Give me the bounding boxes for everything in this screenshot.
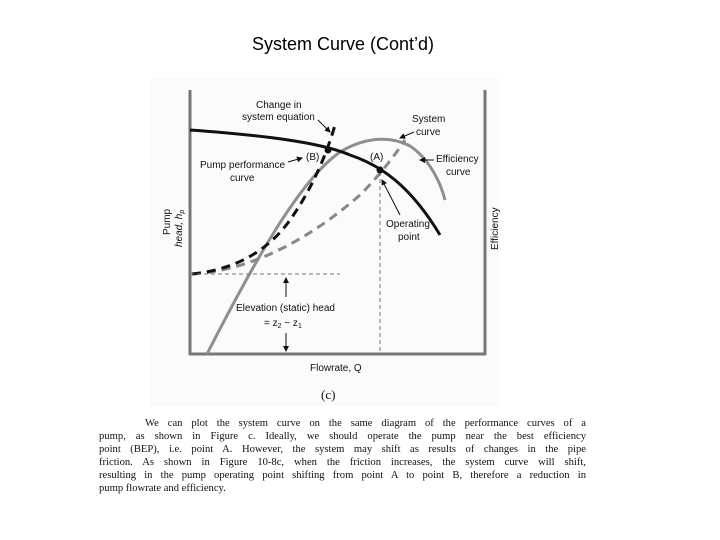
body-line-4: friction. As shown in Figure 10-8c, when the friction increases, the system curve will shift, bbox=[99, 456, 586, 468]
efficiency-axis-label bbox=[490, 207, 501, 250]
body-line-2: pump, as shown in Figure c. Ideally, we should operate the pump near the best efficiency bbox=[99, 430, 586, 442]
change-label-line1: Change in bbox=[256, 100, 302, 111]
pump-label-line1: Pump performance bbox=[200, 160, 286, 171]
body-line-6: pump flowrate and efficiency. bbox=[99, 482, 226, 494]
slide-title: System Curve (Cont’d) bbox=[251, 34, 435, 54]
change-label-line2: system equation bbox=[242, 112, 315, 123]
y-axis-label-line2: head, $h_p$ bbox=[174, 209, 186, 247]
point-a-label: (A) bbox=[370, 152, 384, 163]
pump-label-line2: curve bbox=[230, 173, 255, 184]
system-label-line2: curve bbox=[416, 127, 441, 138]
elevation-label-line2: = $z_2 - z_1$ bbox=[264, 318, 302, 330]
point-b-marker bbox=[325, 147, 332, 154]
body-line-3: point (BEP), i.e. point A. However, the system may shift as results of changes in the pipe bbox=[99, 443, 586, 455]
efficiency-axis-text: Efficiency bbox=[490, 207, 501, 250]
efficiency-label-line1: Efficiency bbox=[436, 154, 479, 165]
point-b-label: (B) bbox=[306, 152, 320, 163]
body-line-5: resulting in the pump operating point shifting from point A to point B, therefore a reduction in bbox=[99, 469, 586, 481]
elevation-label-line1: Elevation (static) head bbox=[236, 303, 335, 314]
body-line-1: We can plot the system curve on the same diagram of the performance curves of a bbox=[145, 418, 586, 429]
figure-caption: (c) bbox=[321, 387, 336, 402]
operating-label-line1: Operating bbox=[386, 219, 430, 230]
body-paragraph bbox=[99, 418, 586, 495]
point-a-marker bbox=[377, 167, 384, 174]
system-label-line1: System bbox=[412, 114, 446, 125]
efficiency-label-line2: curve bbox=[446, 167, 471, 178]
operating-label-line2: point bbox=[398, 232, 420, 243]
x-axis-label: Flowrate, Q bbox=[310, 363, 362, 374]
y-axis-label-line1: Pump bbox=[162, 208, 173, 235]
